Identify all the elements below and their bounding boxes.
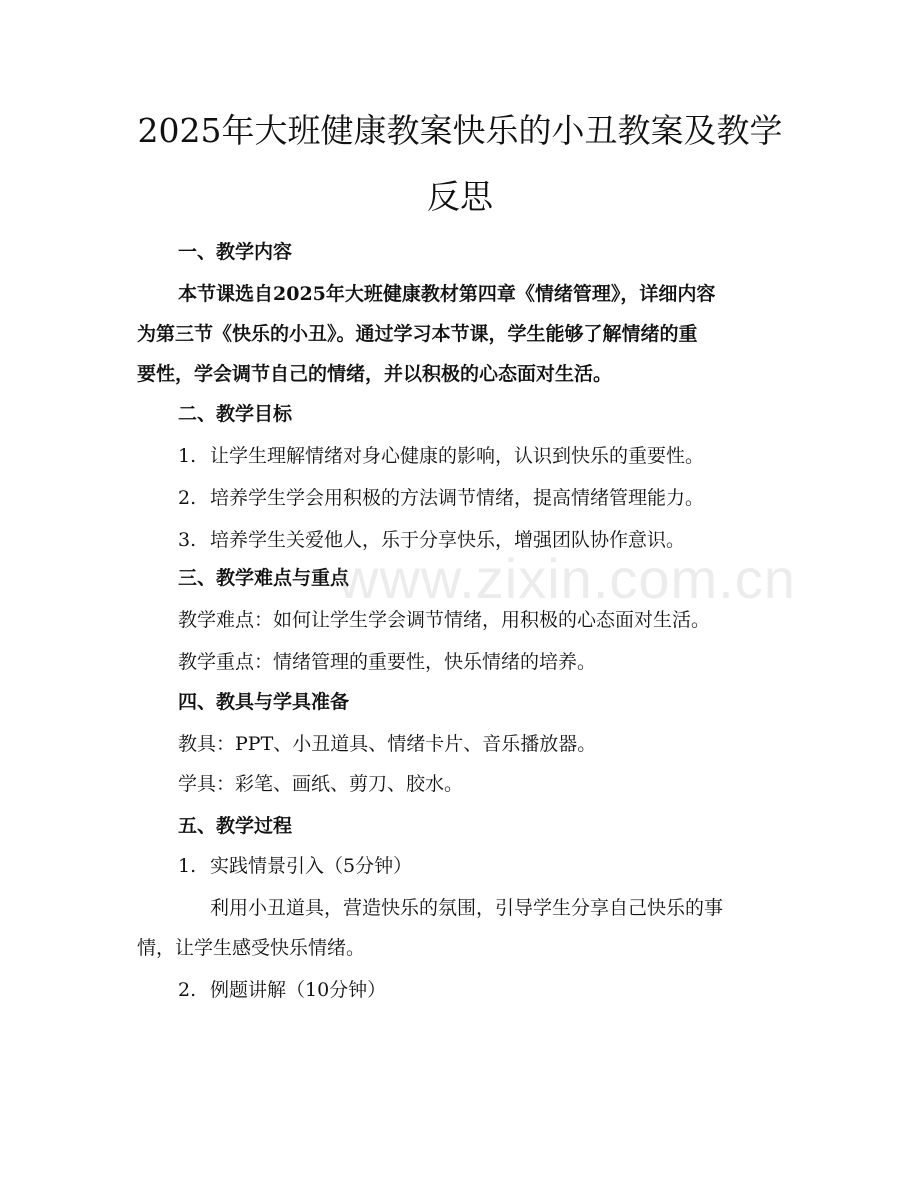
content-paragraph-line-1: 本节课选自2025年大班健康教材第四章《情绪管理》，详细内容 <box>178 283 716 305</box>
objective-number: 3. <box>178 529 197 551</box>
title-line-2: 反思 <box>427 177 493 216</box>
objective-number: 1. <box>178 445 197 467</box>
process-step <box>178 852 412 880</box>
process-step-text: 实践情景引入（5分钟） <box>210 855 413 877</box>
objective-text: 培养学生关爱他人，乐于分享快乐，增强团队协作意识。 <box>210 529 686 551</box>
content-paragraph-line-3: 要性，学会调节自己的情绪，并以积极的心态面对生活。 <box>137 363 613 385</box>
section-heading-difficulty: 三、教学难点与重点 <box>178 567 350 589</box>
process-step-text: 例题讲解（10分钟） <box>210 979 387 1001</box>
objective-number: 2. <box>178 487 197 509</box>
process-step-number: 1. <box>178 855 197 877</box>
content-paragraph-line-2: 为第三节《快乐的小丑》。通过学习本节课，学生能够了解情绪的重 <box>137 323 698 345</box>
process-step-number: 2. <box>178 979 197 1001</box>
learning-aids-text: 学具：彩笔、画纸、剪刀、胶水。 <box>178 773 464 795</box>
section-heading-process: 五、教学过程 <box>178 815 293 837</box>
document-title <box>120 98 800 230</box>
section-heading-objectives: 二、教学目标 <box>178 403 293 425</box>
key-point-text: 教学重点：情绪管理的重要性，快乐情绪的培养。 <box>178 651 597 673</box>
objective-text: 让学生理解情绪对身心健康的影响，认识到快乐的重要性。 <box>210 445 705 467</box>
section-heading-preparation: 四、教具与学具准备 <box>178 691 350 713</box>
section-heading-content: 一、教学内容 <box>178 241 293 263</box>
watermark: www.zixin.com.cn <box>338 547 796 610</box>
objective-item <box>178 442 704 470</box>
difficulty-text: 教学难点：如何让学生学会调节情绪，用积极的心态面对生活。 <box>178 609 711 631</box>
objective-item <box>178 484 704 512</box>
title-line-1: 2025年大班健康教案快乐的小丑教案及教学 <box>137 111 783 150</box>
process-paragraph-line-2: 情，让学生感受快乐情绪。 <box>137 937 366 959</box>
process-step <box>178 976 386 1004</box>
teaching-aids-text: 教具：PPT、小丑道具、情绪卡片、音乐播放器。 <box>178 733 597 755</box>
objective-text: 培养学生学会用积极的方法调节情绪，提高情绪管理能力。 <box>210 487 705 509</box>
process-paragraph-line-1: 利用小丑道具，营造快乐的氛围，引导学生分享自己快乐的事 <box>210 897 724 919</box>
